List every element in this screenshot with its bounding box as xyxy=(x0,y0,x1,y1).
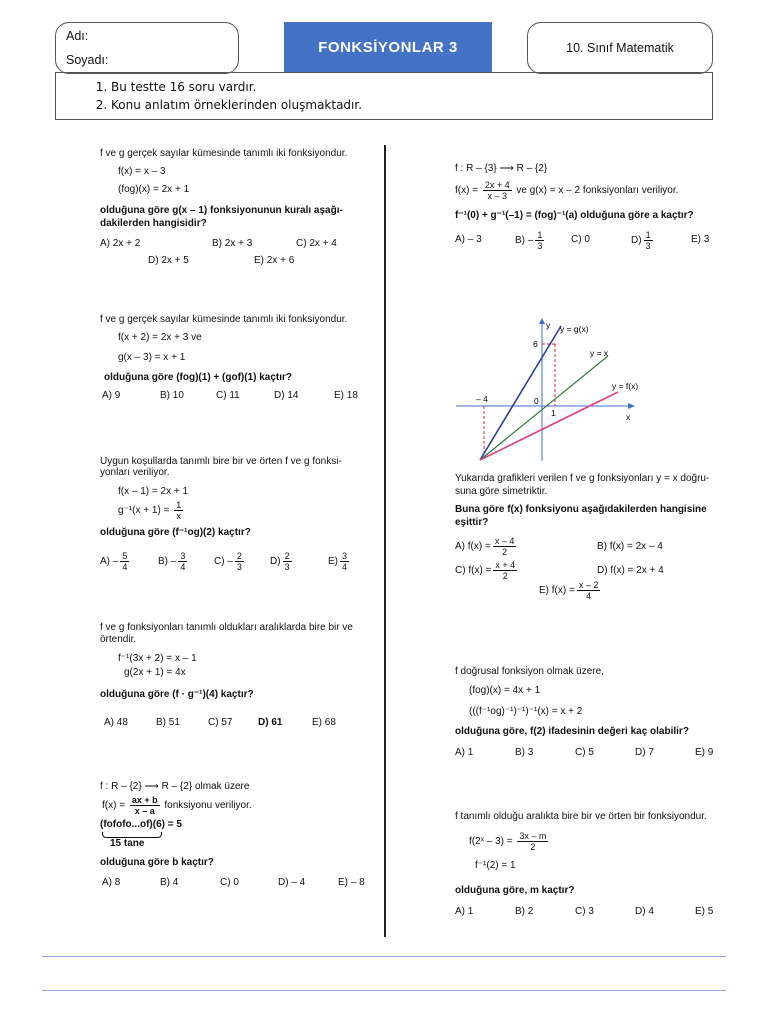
denominator: x – a xyxy=(134,806,155,816)
denominator: 3 xyxy=(645,241,651,251)
label-f: y = f(x) xyxy=(612,381,639,391)
equation: (fog)(x) = 4x + 1 xyxy=(469,685,541,696)
option-prefix: E) xyxy=(328,556,338,568)
answer-option[interactable] xyxy=(691,234,709,247)
question-prompt: olduğuna göre (f · g⁻¹)(4) kaçtır? xyxy=(100,689,254,700)
fraction xyxy=(120,551,129,572)
option-prefix: A) – 3 xyxy=(455,234,482,245)
brace-label: 15 tane xyxy=(110,838,145,849)
equation xyxy=(469,831,550,852)
numerator: x – 2 xyxy=(578,580,599,590)
answer-option[interactable] xyxy=(328,551,351,572)
numerator: x – 4 xyxy=(494,536,515,546)
fraction xyxy=(340,551,349,572)
answer-option[interactable]: A) 8 xyxy=(102,877,121,888)
denominator: 2 xyxy=(530,842,536,852)
equation: g(x – 3) = x + 1 xyxy=(118,352,186,363)
equation-rhs: ve g(x) = x – 2 fonksiyonları veriliyor. xyxy=(516,185,679,197)
answer-option[interactable]: C) 3 xyxy=(575,906,594,917)
equation: f : R – {3} ⟶ R – {2} xyxy=(455,163,548,174)
fraction xyxy=(577,580,601,601)
answer-option[interactable]: D) 7 xyxy=(635,747,654,758)
numerator: 2 xyxy=(284,551,290,561)
answer-option[interactable]: C) 2x + 4 xyxy=(296,238,337,249)
answer-option[interactable] xyxy=(455,536,518,557)
answer-option[interactable] xyxy=(571,234,590,247)
equation xyxy=(455,180,678,201)
denominator: 2 xyxy=(502,547,508,557)
denominator: 3 xyxy=(236,562,242,572)
option-prefix: E) 3 xyxy=(691,234,710,245)
axis-label-x: x xyxy=(626,412,631,422)
denominator: 4 xyxy=(122,562,128,572)
question-text: f tanımlı olduğu aralıkta bire bir ve örten bir fonksiyondur. xyxy=(455,811,707,822)
answer-option[interactable]: C) 0 xyxy=(220,877,239,888)
answer-option[interactable]: A) 2x + 2 xyxy=(100,238,141,249)
tick-label: – 4 xyxy=(476,394,488,404)
equation-lhs: f(2ˣ – 3) = xyxy=(469,836,513,848)
answer-option[interactable]: E) 9 xyxy=(695,747,714,758)
answer-option[interactable]: D) f(x) = 2x + 4 xyxy=(597,565,664,576)
answer-option[interactable] xyxy=(631,230,655,251)
question-text: Uygun koşullarda tanımlı bire bir ve örten f ve g fonksi- xyxy=(100,456,342,467)
denominator: 4 xyxy=(180,562,186,572)
numerator: 2 xyxy=(236,551,242,561)
option-prefix: C) f(x) = xyxy=(455,565,492,577)
equation: f⁻¹(3x + 2) = x – 1 xyxy=(118,653,197,664)
equation-lhs: f(x) = xyxy=(455,185,479,197)
option-prefix: D) xyxy=(631,235,642,247)
denominator: 4 xyxy=(586,591,592,601)
y-axis-arrow xyxy=(539,318,545,324)
answer-option[interactable] xyxy=(100,551,131,572)
fraction xyxy=(235,551,244,572)
tick-label: 1 xyxy=(551,408,556,418)
equation: f⁻¹(2) = 1 xyxy=(475,860,516,871)
equation: f(x) = x – 3 xyxy=(118,166,166,177)
test-instructions xyxy=(55,72,713,120)
fraction xyxy=(535,230,544,251)
answer-option[interactable]: D) 2x + 5 xyxy=(148,255,189,266)
equation: (fog)(x) = 2x + 1 xyxy=(118,184,190,195)
option-prefix: B) – xyxy=(158,556,177,568)
answer-option[interactable]: D) – 4 xyxy=(278,877,306,888)
equation-lhs: g⁻¹(x + 1) = xyxy=(118,505,170,517)
denominator: 3 xyxy=(284,562,290,572)
equation: g(2x + 1) = 4x xyxy=(124,667,186,678)
answer-option[interactable]: A) 1 xyxy=(455,906,474,917)
question-prompt: olduğuna göre, m kaçtır? xyxy=(455,885,575,896)
instruction-item: 1. Bu testte 16 soru vardır. xyxy=(111,78,712,96)
question-prompt: dakilerden hangisidir? xyxy=(100,218,207,229)
fraction xyxy=(493,536,517,557)
numerator: 2x + 4 xyxy=(484,180,510,190)
option-prefix: B) – xyxy=(515,235,534,247)
question-prompt: olduğuna göre b kaçtır? xyxy=(100,857,214,868)
fraction xyxy=(483,180,512,201)
tick-label: 0 xyxy=(534,396,539,406)
answer-option[interactable] xyxy=(539,580,602,601)
denominator: x – 3 xyxy=(487,191,507,201)
footer-line xyxy=(42,956,726,957)
label-g: y = g(x) xyxy=(560,324,589,334)
footer-line xyxy=(42,990,726,991)
question-prompt: olduğuna göre, f(2) ifadesinin değeri kaç olabilir? xyxy=(455,726,689,737)
answer-option[interactable]: B) 2x + 3 xyxy=(212,238,253,249)
answer-option[interactable] xyxy=(158,551,189,572)
grade-label: 10. Sınıf Matematik xyxy=(527,22,713,74)
equation xyxy=(102,795,252,816)
numerator: 1 xyxy=(176,500,182,510)
fraction xyxy=(517,831,548,852)
option-prefix: D) xyxy=(270,556,281,568)
fraction xyxy=(644,230,653,251)
name-label: Adı: xyxy=(66,29,89,43)
equation: (((f⁻¹og)⁻¹)⁻¹)⁻¹(x) = x + 2 xyxy=(469,706,583,717)
denominator: 3 xyxy=(537,241,543,251)
option-prefix: C) – xyxy=(214,556,233,568)
question-prompt: olduğuna göre g(x – 1) fonksiyonunun kuralı aşağı- xyxy=(100,205,343,216)
equation: f(x – 1) = 2x + 1 xyxy=(118,486,189,497)
answer-option[interactable] xyxy=(455,234,482,247)
equation xyxy=(118,500,185,521)
option-prefix: E) f(x) = xyxy=(539,585,575,597)
equation-rhs: fonksiyonu veriliyor. xyxy=(164,800,252,812)
question-text: f : R – {2} ⟶ R – {2} olmak üzere xyxy=(100,781,250,792)
answer-option[interactable]: A) 1 xyxy=(455,747,474,758)
answer-option[interactable] xyxy=(214,551,246,572)
question-text: yonları veriliyor. xyxy=(100,467,170,478)
fraction xyxy=(283,551,292,572)
denominator: x xyxy=(176,511,181,521)
answer-option[interactable]: E) 68 xyxy=(312,717,336,728)
numerator: 1 xyxy=(645,230,651,240)
answer-option[interactable]: C) 5 xyxy=(575,747,594,758)
denominator: 2 xyxy=(502,571,508,581)
question-prompt: olduğuna göre (f⁻¹og)(2) kaçtır? xyxy=(100,527,251,538)
question-prompt: f⁻¹(0) + g⁻¹(–1) = (fog)⁻¹(a) olduğuna göre a kaçtır? xyxy=(455,210,694,221)
answer-option[interactable]: B) 2 xyxy=(515,906,534,917)
option-prefix: A) – xyxy=(100,556,119,568)
fraction xyxy=(178,551,187,572)
answer-option[interactable]: D) 4 xyxy=(635,906,654,917)
instruction-item: 2. Konu anlatım örneklerinden oluşmaktadır. xyxy=(111,96,712,114)
answer-option[interactable]: B) f(x) = 2x – 4 xyxy=(597,541,663,552)
answer-option[interactable]: A) 48 xyxy=(104,717,128,728)
numerator: x + 4 xyxy=(495,560,516,570)
fraction xyxy=(493,560,517,581)
answer-option[interactable] xyxy=(455,560,519,581)
numerator: 3 xyxy=(180,551,186,561)
equation: (fofofo...of)(6) = 5 xyxy=(100,819,182,830)
question-prompt: eşittir? xyxy=(455,517,489,528)
answer-option[interactable]: B) 3 xyxy=(515,747,534,758)
question-text: f doğrusal fonksiyon olmak üzere, xyxy=(455,666,604,677)
answer-option[interactable]: B) 10 xyxy=(160,390,184,401)
question-text: f ve g fonksiyonları tanımlı oldukları aralıklarda bire bir ve xyxy=(100,622,353,633)
answer-option[interactable]: D) 61 xyxy=(258,717,283,728)
answer-option[interactable] xyxy=(515,230,546,251)
answer-option[interactable]: E) 2x + 6 xyxy=(254,255,295,266)
question-text: f ve g gerçek sayılar kümesinde tanımlı iki fonksiyondur. xyxy=(100,314,348,325)
question-prompt: olduğuna göre (fog)(1) + (gof)(1) kaçtır? xyxy=(104,372,293,383)
x-axis-arrow xyxy=(628,403,635,409)
question-text: Yukarıda grafikleri verilen f ve g fonksiyonları y = x doğru- xyxy=(455,473,710,484)
answer-option[interactable]: A) 9 xyxy=(102,390,121,401)
student-info-box xyxy=(55,22,239,74)
numerator: 1 xyxy=(537,230,543,240)
test-title: FONKSİYONLAR 3 xyxy=(284,22,492,72)
option-prefix: A) f(x) = xyxy=(455,541,491,553)
numerator: ax + b xyxy=(131,795,158,805)
question-text: örtendir. xyxy=(100,634,137,645)
column-divider xyxy=(384,145,386,937)
answer-option[interactable] xyxy=(270,551,294,572)
function-graph xyxy=(450,316,640,466)
axis-label-y: y xyxy=(546,320,551,330)
numerator: 3x – m xyxy=(519,831,547,841)
answer-option[interactable]: E) 5 xyxy=(695,906,714,917)
answer-option[interactable]: D) 14 xyxy=(274,390,299,401)
fraction xyxy=(174,500,183,521)
fraction xyxy=(130,795,160,816)
numerator: 3 xyxy=(342,551,348,561)
question-text: suna göre simetriktir. xyxy=(455,486,548,497)
answer-option[interactable]: C) 57 xyxy=(208,717,233,728)
question-prompt: Buna göre f(x) fonksiyonu aşağıdakilerden hangisine xyxy=(455,504,707,515)
option-prefix: C) 0 xyxy=(571,234,590,245)
answer-option[interactable]: C) 11 xyxy=(216,390,240,401)
tick-label: 6 xyxy=(533,339,538,349)
answer-option[interactable]: B) 51 xyxy=(156,717,180,728)
denominator: 4 xyxy=(342,562,348,572)
answer-option[interactable]: E) – 8 xyxy=(338,877,365,888)
answer-option[interactable]: E) 18 xyxy=(334,390,358,401)
numerator: 5 xyxy=(122,551,128,561)
equation-lhs: f(x) = xyxy=(102,800,126,812)
line-identity xyxy=(480,356,608,460)
answer-option[interactable]: B) 4 xyxy=(160,877,179,888)
surname-label: Soyadı: xyxy=(66,53,109,67)
equation: f(x + 2) = 2x + 3 ve xyxy=(118,332,202,343)
question-text: f ve g gerçek sayılar kümesinde tanımlı iki fonksiyondur. xyxy=(100,148,348,159)
label-identity: y = x xyxy=(590,348,609,358)
